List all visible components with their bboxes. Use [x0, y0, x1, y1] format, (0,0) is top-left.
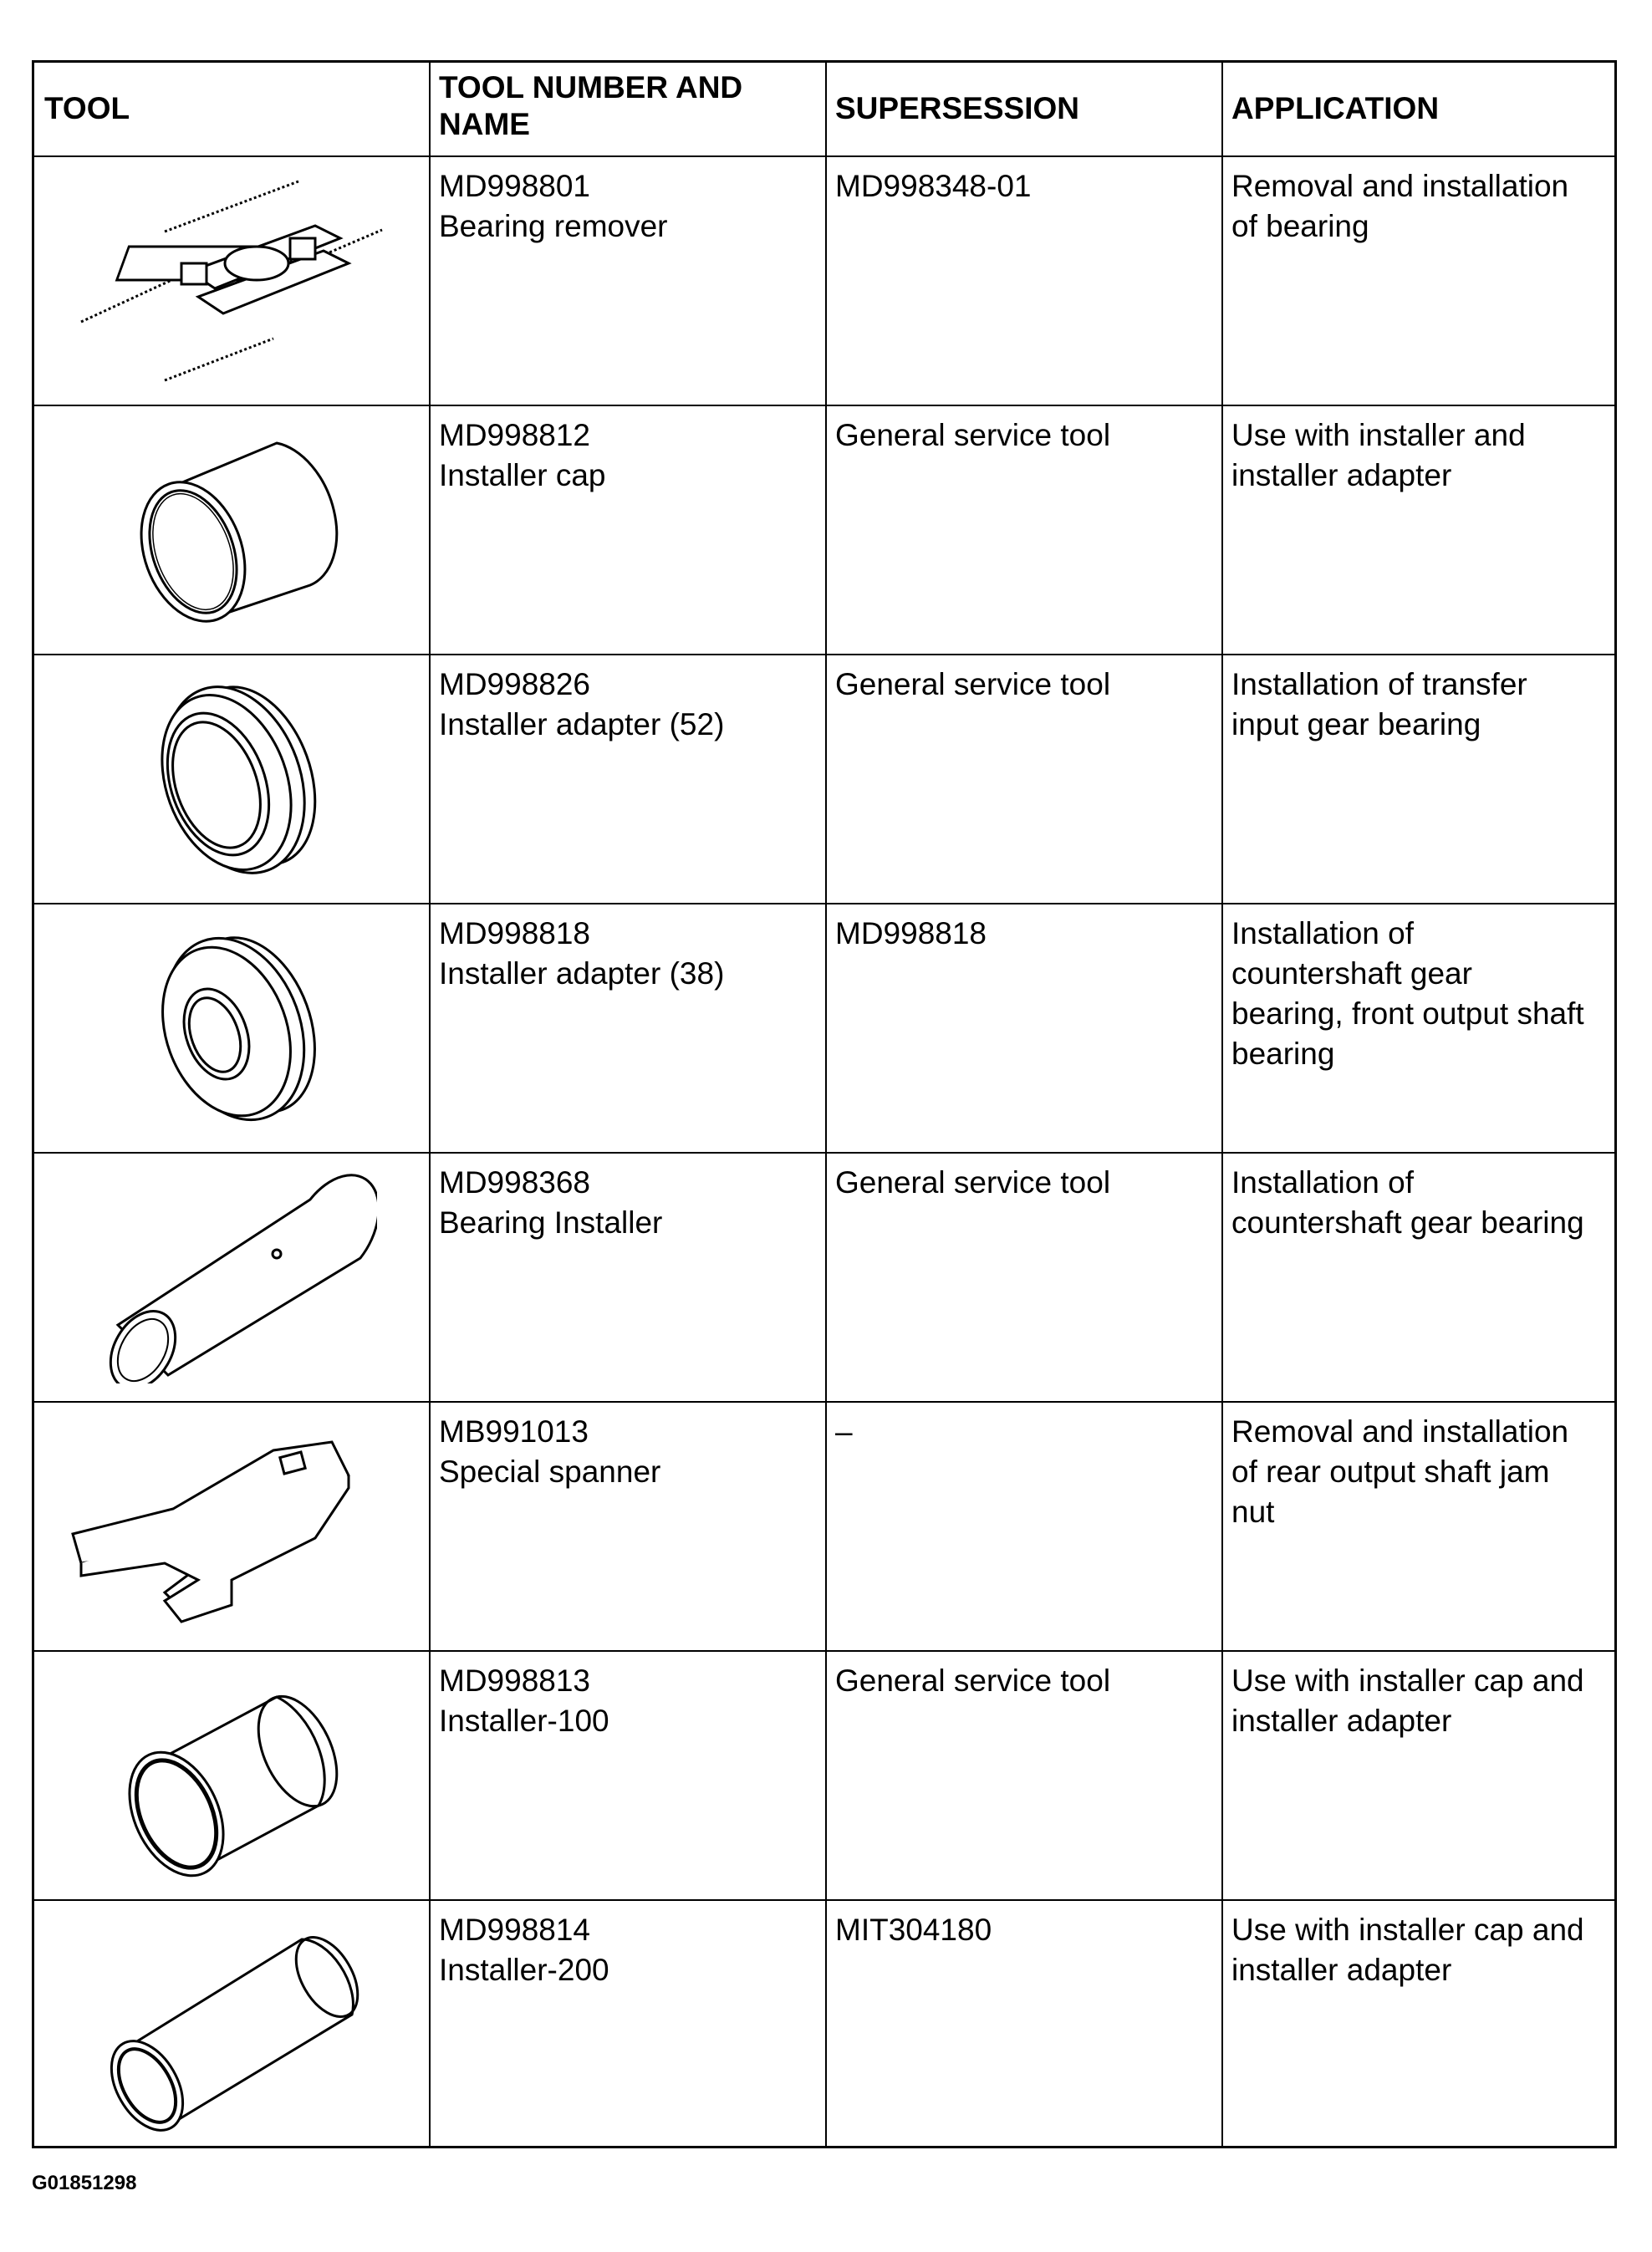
column-divider	[1221, 63, 1223, 2146]
row-5-number: MD998368	[439, 1165, 591, 1200]
row-2-supersession: General service tool	[835, 418, 1111, 452]
row-8-application: Use with installer cap and installer adapter	[1231, 1913, 1584, 1987]
row-3-number: MD998826	[439, 667, 591, 701]
row-2-name: Installer cap	[439, 458, 606, 492]
row-1-supersession: MD998348-01	[835, 169, 1032, 203]
row-5-application: Installation of countershaft gear bearing	[1231, 1165, 1584, 1240]
row-7-application: Use with installer cap and installer adapter	[1231, 1664, 1584, 1738]
bearing-remover-icon	[64, 171, 399, 389]
row-divider	[34, 1650, 1614, 1652]
installer-200-icon	[101, 1914, 377, 2136]
row-6-application: Removal and installation of rear output shaft jam nut	[1231, 1414, 1569, 1529]
row-3-supersession: General service tool	[835, 667, 1111, 701]
row-3-name: Installer adapter (52)	[439, 707, 725, 741]
row-7-name: Installer-100	[439, 1704, 609, 1738]
row-divider	[34, 654, 1614, 655]
row-2-number: MD998812	[439, 418, 591, 452]
row-4-application: Installation of countershaft gear bearing, front output shaft bearing	[1231, 916, 1584, 1071]
row-divider	[34, 1401, 1614, 1403]
row-8-supersession: MIT304180	[835, 1913, 992, 1947]
row-1-number: MD998801	[439, 169, 591, 203]
special-tools-table	[32, 60, 1617, 2148]
row-3-application: Installation of transfer input gear bearing	[1231, 667, 1527, 741]
row-8-name: Installer-200	[439, 1953, 609, 1987]
row-divider	[34, 155, 1614, 157]
column-divider	[429, 63, 431, 2146]
row-7-number: MD998813	[439, 1664, 591, 1698]
installer-adapter-38-icon	[118, 916, 352, 1134]
row-divider	[34, 903, 1614, 904]
row-4-supersession: MD998818	[835, 916, 987, 950]
row-5-name: Bearing Installer	[439, 1205, 663, 1240]
row-5-supersession: General service tool	[835, 1165, 1111, 1200]
row-4-number: MD998818	[439, 916, 591, 950]
row-2-application: Use with installer and installer adapter	[1231, 418, 1526, 492]
header-tool-number-name: TOOL NUMBER AND NAME	[439, 70, 743, 141]
row-divider	[34, 1152, 1614, 1154]
row-8-number: MD998814	[439, 1913, 591, 1947]
column-divider	[825, 63, 827, 2146]
row-6-supersession: –	[835, 1414, 853, 1449]
installer-cap-icon	[118, 418, 352, 635]
installer-100-icon	[118, 1664, 369, 1881]
special-spanner-icon	[64, 1417, 399, 1634]
row-1-name: Bearing remover	[439, 209, 668, 243]
header-application: APPLICATION	[1231, 91, 1440, 125]
row-4-name: Installer adapter (38)	[439, 956, 725, 991]
row-7-supersession: General service tool	[835, 1664, 1111, 1698]
header-tool: TOOL	[44, 91, 130, 125]
row-6-number: MB991013	[439, 1414, 589, 1449]
header-supersession: SUPERSESSION	[835, 91, 1079, 125]
installer-adapter-52-icon	[118, 667, 352, 884]
row-divider	[34, 405, 1614, 406]
figure-code: G01851298	[32, 2172, 137, 2194]
row-6-name: Special spanner	[439, 1455, 661, 1489]
row-1-application: Removal and installation of bearing	[1231, 169, 1569, 243]
bearing-installer-icon	[93, 1166, 377, 1383]
row-divider	[34, 1899, 1614, 1901]
